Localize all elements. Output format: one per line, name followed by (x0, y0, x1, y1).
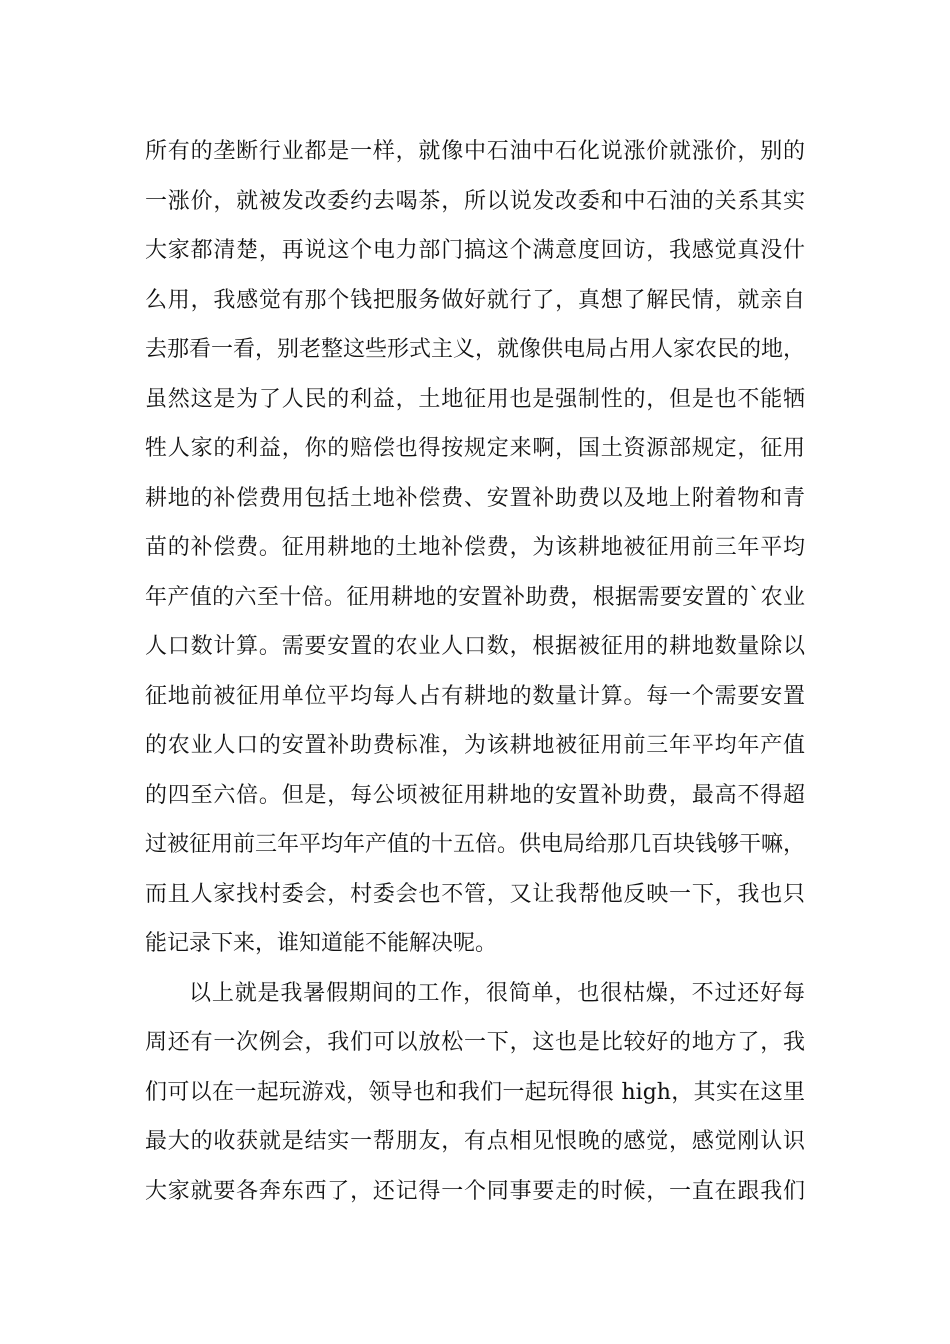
text-line: 征地前被征用单位平均每人占有耕地的数量计算。每一个需要安置 (145, 683, 805, 709)
paragraph-1 (145, 132, 805, 974)
text-line: 周还有一次例会，我们可以放松一下，这也是比较好的地方了，我 (145, 1030, 805, 1055)
text-line: 一涨价，就被发改委约去喝茶，所以说发改委和中石油的关系其实 (145, 188, 805, 214)
text-line: 耕地的补偿费用包括土地补偿费、安置补助费以及地上附着物和青 (145, 485, 805, 511)
text-line: 以上就是我暑假期间的工作，很简单，也很枯燥，不过还好每 (189, 980, 805, 1006)
text-line: 么用，我感觉有那个钱把服务做好就行了，真想了解民情，就亲自 (145, 287, 805, 313)
text-line: 年产值的六至十倍。征用耕地的安置补助费，根据需要安置的`农业 (145, 584, 805, 610)
text-line: 能记录下来，谁知道能不能解决呢。 (145, 931, 498, 956)
text-line: 们可以在一起玩游戏，领导也和我们一起玩得很 high，其实在这里 (145, 1079, 805, 1105)
text-line: 的农业人口的安置补助费标准，为该耕地被征用前三年平均年产值 (145, 733, 805, 758)
text-line: 去那看一看，别老整这些形式主义，就像供电局占用人家农民的地， (145, 337, 806, 362)
text-line: 大家都清楚，再说这个电力部门搞这个满意度回访，我感觉真没什 (145, 238, 805, 263)
text-line: 所有的垄断行业都是一样，就像中石油中石化说涨价就涨价，别的 (145, 139, 805, 164)
text-line: 苗的补偿费。征用耕地的土地补偿费，为该耕地被征用前三年平均 (145, 535, 805, 560)
body-text (145, 132, 805, 1221)
text-line: 的四至六倍。但是，每公顷被征用耕地的安置补助费，最高不得超 (145, 782, 805, 808)
text-line: 人口数计算。需要安置的农业人口数，根据被征用的耕地数量除以 (145, 634, 805, 659)
text-line: 最大的收获就是结实一帮朋友，有点相见恨晚的感觉，感觉刚认识 (145, 1129, 805, 1154)
text-line: 过被征用前三年平均年产值的十五倍。供电局给那几百块钱够干嘛， (145, 832, 806, 857)
text-line: 大家就要各奔东西了，还记得一个同事要走的时候，一直在跟我们 (145, 1178, 805, 1204)
text-line: 虽然这是为了人民的利益，土地征用也是强制性的，但是也不能牺 (145, 386, 805, 412)
text-line: 而且人家找村委会，村委会也不管，又让我帮他反映一下，我也只 (145, 881, 805, 907)
text-line: 牲人家的利益，你的赔偿也得按规定来啊，国土资源部规定，征用 (145, 436, 805, 461)
paragraph-2 (145, 974, 805, 1222)
